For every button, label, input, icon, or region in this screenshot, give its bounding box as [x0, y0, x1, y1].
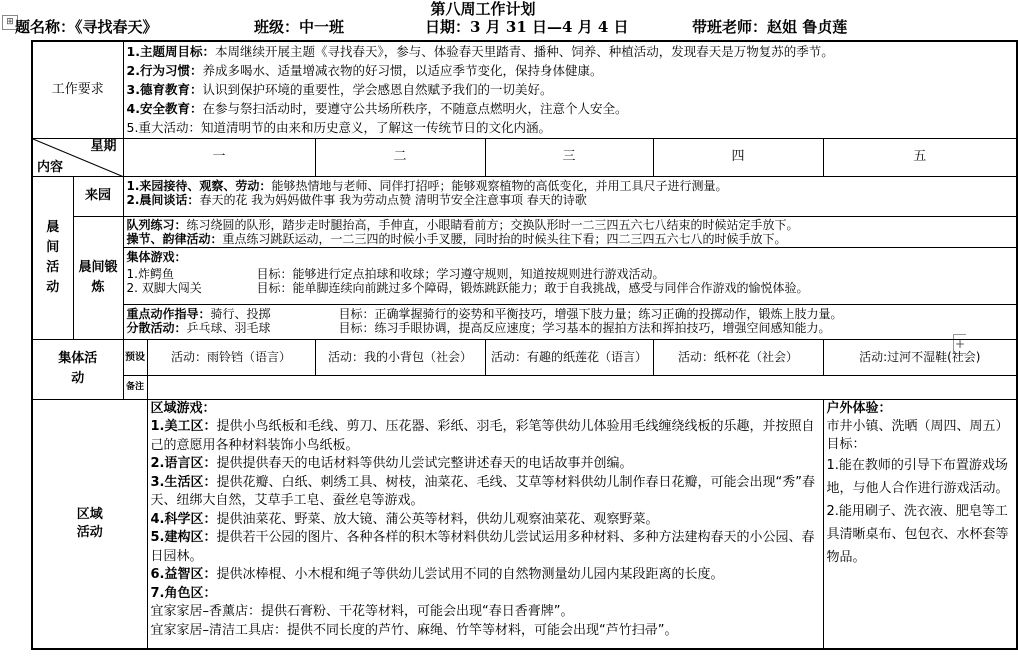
work-req-item: 2.行为习惯：养成多喝水、适量增减衣物的好习惯，以适应季节变化，保持身体健康。 [126, 63, 603, 78]
day-header: 二 [315, 138, 485, 176]
day-header: 四 [653, 138, 823, 176]
note-content [147, 375, 1017, 399]
exercise-content: 队列练习：练习绕圆的队形，踏步走时腿抬高，手伸直，小眼睛看前方；交换队形时一二三四五六七八结束的时候站定手放下。 操节、韵律活动：重点练习跳跃运动，一二三四的时候小手叉腰，同时抬的时候头往下看；四二三四五六七八的时候手放下。 集体游戏： 1.炸鳄鱼 目标：能够进行定点拍球和收球；学习遵守规则，知道按规则进行游戏活动。 2. 双脚大闯关 目标：能单脚连续向前跳过多个障碍，锻炼跳跃能力；敢于自我挑战，感受与同伴合作游戏的愉悦体验。 [123, 216, 1017, 304]
page-title: 第八周工作计划 [430, 0, 536, 18]
theme-name: 题名称：《寻找春天》 [15, 18, 158, 36]
activity-friday: 活动:过河不湿鞋(社会) [823, 339, 1017, 375]
area-games-content: 区域游戏： 1.美工区：提供小鸟纸板和毛线、剪刀、压花器、彩纸、羽毛，彩笔等供幼儿体验用毛线缠绕线板的乐趣，并按照自己的意愿用各种材料装饰小鸟纸板。 2.语言区：提供提供春天的电话材料等供幼儿尝试完整讲述春天的电话故事并创编。 3.生活区：提供花瓣、白纸、刺绣工具、树枝，油菜花、毛线、艾草等材料供幼儿制作春日花瓣，可能会出现“秀”春天、纽绑大自然，艾草手工皂、蚕丝皂等游戏。 4.科学区：提供油菜花、野菜、放大镜、蒲公英等材料，供幼儿观察油菜花、观察野菜。 5.建构区：提供若干公园的图片、各种各样的积木等材料供幼儿尝试运用多种材料、多种方法建构春天的小公园、春日园林。 6.益智区：提供冰棒棍、小木棍和绳子等供幼儿尝试用不同的自然物测量幼儿园内某段距离的长度。 7.角色区： 宜家家居–香薰店：提供石膏粉、干花等材料，可能会出现“春日香膏牌”。 宜家家居–清洁工具店：提供不同长度的芦竹、麻绳、竹竿等材料，可能会出现“芦竹扫帚”。 [147, 399, 823, 649]
weekday-corner-label: 星期 [90, 138, 117, 154]
table-move-handle-icon[interactable]: ⊞ [2, 15, 18, 30]
day-header: 五 [823, 138, 1017, 176]
activity-wednesday: 活动：有趣的纸莲花（语言） [485, 339, 653, 375]
work-req-content [123, 41, 1017, 138]
group-activity-label: 集体活动 [32, 339, 123, 399]
morning-label: 晨间活动 [32, 176, 73, 339]
date-range: 日期：3 月 31 日—4 月 4 日 [425, 18, 629, 36]
work-req-item: 3.德育教育：认识到保护环境的重要性，学会感恩自然赋予我们的一切美好。 [126, 82, 553, 97]
plan-label: 预设 [123, 339, 147, 375]
activity-monday: 活动：雨铃铛（语言） [147, 339, 315, 375]
area-activity-label: 区域活动 [32, 399, 147, 649]
activity-tuesday: 活动：我的小背包（社会） [315, 339, 485, 375]
day-header: 一 [123, 138, 315, 176]
teachers: 带班老师：赵姐 鲁贞莲 [692, 18, 848, 36]
work-req-item: 4.安全教育：在参与祭扫活动时，要遵守公共场所秩序，不随意点燃明火，注意个人安全。 [126, 101, 628, 116]
activity-thursday: 活动：纸杯花（社会） [653, 339, 823, 375]
note-label: 备注 [123, 375, 147, 399]
exercise-label: 晨间锻炼 [73, 216, 123, 339]
outdoor-content: 户外体验： 市井小镇、洗晒（周四、周五） 目标： 1.能在教师的引导下布置游戏场地，与他人合作进行游戏活动。 2.能用刷子、洗衣液、肥皂等工具清晰桌布、包包衣、水杯套等物品。 [823, 399, 1017, 649]
work-req-item: 5.重大活动：知道清明节的由来和历史意义，了解这一传统节日的文化内涵。 [126, 120, 551, 135]
class-name: 班级：中一班 [254, 18, 345, 36]
work-req-item: 1.主题周目标：本周继续开展主题《寻找春天》，参与、体验春天里踏青、播种、饲养、种植活动，发现春天是万物复苏的季节。 [126, 44, 834, 59]
work-req-label: 工作要求 [32, 41, 123, 138]
add-column-icon[interactable]: + [953, 334, 966, 354]
arrival-label: 来园 [73, 176, 123, 216]
weekly-plan-table [31, 40, 1018, 650]
exercise-focus: 重点动作指导：骑行、投掷 目标：正确掌握骑行的姿势和平衡技巧，增强下肢力量；练习正确的投掷动作，锻炼上肢力量。 分散活动：乒乓球、羽毛球 目标：练习手眼协调，提高反应速度；学习基本的握拍方法和挥拍技巧，增强空间感知能力。 [123, 304, 1017, 339]
day-header: 三 [485, 138, 653, 176]
arrival-content: 1.来园接待、观察、劳动：能够热情地与老师、同伴打招呼；能够观察植物的高低变化，并用工具尺子进行测量。 2.晨间谈话：春天的花 我为妈妈做件事 我为劳动点赞 清明节安全注意事项 春天的诗歌 [123, 176, 1017, 216]
content-corner-label: 内容 [37, 159, 64, 175]
weekday-corner-cell [32, 138, 123, 176]
